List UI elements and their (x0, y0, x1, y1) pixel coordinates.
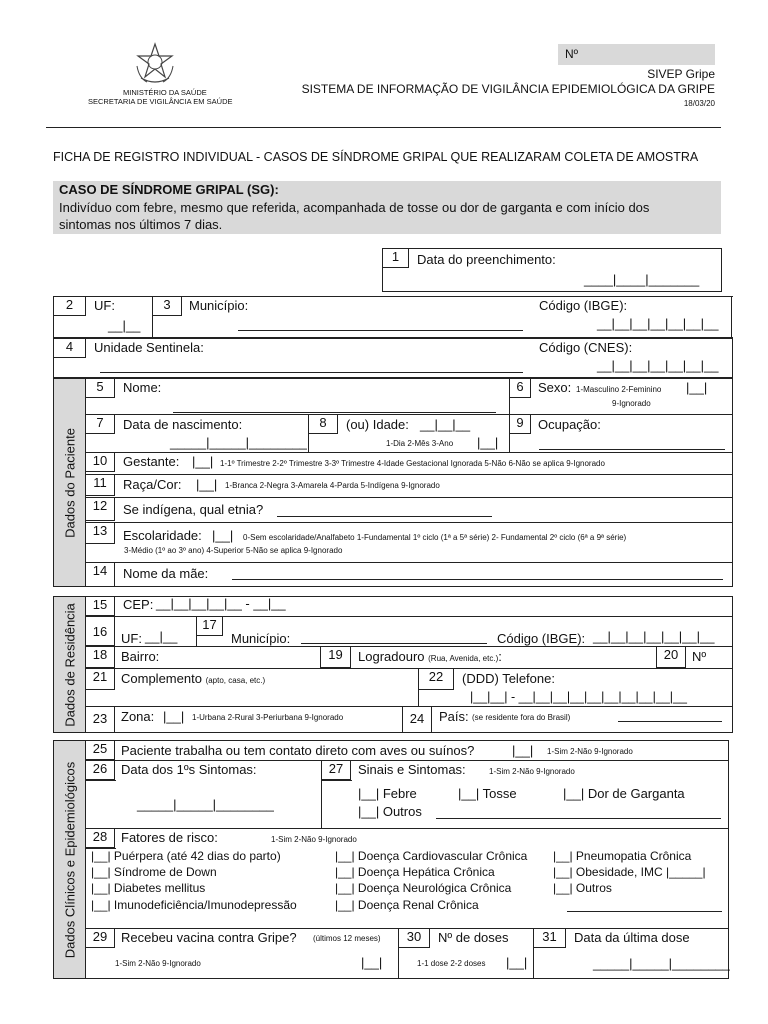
field-2-number: 2 (53, 296, 86, 316)
risk-diabetes[interactable]: |__| Diabetes mellitus (91, 881, 206, 895)
field-4-number: 4 (53, 338, 86, 358)
field-27-number: 27 (321, 760, 351, 780)
field-1-label: Data do preenchimento: (417, 252, 556, 267)
field-14-label: Nome da mãe: (123, 566, 209, 581)
field-6-label: Sexo: (538, 380, 572, 395)
ministry-line2: SECRETARIA DE VIGILÂNCIA EM SAÚDE (88, 97, 233, 106)
field-3-label: Município: (189, 298, 249, 313)
field-31-label: Data da última dose (574, 930, 690, 945)
field-14-input[interactable] (232, 579, 723, 580)
field-29-options: 1-Sim 2-Não 9-Ignorado (115, 959, 201, 968)
risk-cardiovascular[interactable]: |__| Doença Cardiovascular Crônica (335, 849, 528, 863)
field-13-options: 0-Sem escolaridade/Analfabeto 1-Fundamental 1º ciclo (1ª a 5ª série) 2- Fundamental 2º ciclo (6ª a 9ª série) (243, 533, 627, 542)
form-date: 18/03/20 (683, 99, 715, 108)
field-17-code-mask[interactable]: __|__|__|__|__|__|__ (593, 629, 715, 644)
field-1-number: 1 (382, 248, 409, 268)
field-8-options: 1-Dia 2-Mês 3-Ano (386, 439, 454, 448)
field-6-options2: 9-Ignorado (612, 399, 651, 408)
field-11-box[interactable]: |__| (196, 477, 218, 492)
case-title: CASO DE SÍNDROME GRIPAL (SG): (59, 182, 279, 197)
field-24-input[interactable] (618, 721, 722, 722)
field-2-mask[interactable]: __|__ (108, 318, 141, 333)
field-6-options: 1-Masculino 2-Feminino (576, 385, 662, 394)
field-26-number: 26 (85, 760, 115, 780)
field-11-options: 1-Branca 2-Negra 3-Amarela 4-Parda 5-Indígena 9-Ignorado (225, 481, 440, 490)
field-18-label: Bairro: (121, 649, 160, 664)
field-7-mask[interactable]: _____|_____|________ (170, 435, 307, 450)
field-3-number: 3 (152, 296, 182, 316)
risk-puerpera[interactable]: |__| Puérpera (até 42 dias do parto) (91, 849, 281, 863)
field-3-code-label: Código (IBGE): (539, 298, 628, 313)
field-7-number: 7 (85, 414, 115, 434)
field-15-number: 15 (85, 596, 115, 616)
section-residence: Dados de Residência (53, 596, 86, 733)
risk-other-input[interactable] (567, 911, 722, 912)
risk-immunodeficiency[interactable]: |__| Imunodeficiência/Imunodepressão (91, 898, 297, 912)
symptom-cough[interactable]: |__| Tosse (458, 786, 517, 801)
field-20-number: 20 (656, 646, 686, 668)
field-12-number: 12 (85, 497, 115, 521)
field-6-number: 6 (509, 378, 531, 398)
field-9-input[interactable] (539, 449, 725, 450)
field-19-number: 19 (320, 646, 351, 668)
field-26-mask[interactable]: _____|_____|________ (137, 797, 274, 812)
field-6-box[interactable]: |__| (686, 380, 708, 395)
field-17-input[interactable] (301, 643, 487, 644)
field-17-label: Município: (231, 631, 291, 646)
field-24-number: 24 (402, 706, 432, 733)
field-1-mask: ____|____|_______ (584, 272, 700, 287)
section-patient: Dados do Paciente (53, 378, 86, 587)
field-10-options: 1-1º Trimestre 2-2º Trimestre 3-3º Trimestre 4-Idade Gestacional Ignorada 5-Não 6-Não se aplica 9-Ignorado (220, 459, 605, 468)
field-22-mask[interactable]: |__|__| - __|__|__|__|__|__|__|__|__|__ (470, 690, 687, 704)
field-13-options2: 3-Médio (1º ao 3º ano) 4-Superior 5-Não se aplica 9-Ignorado (124, 546, 343, 555)
field-25-box[interactable]: |__| (512, 743, 534, 758)
field-2-label: UF: (94, 298, 115, 313)
field-12-input[interactable] (277, 516, 492, 517)
field-21-label (121, 672, 265, 686)
ministry-line1: MINISTÉRIO DA SAÚDE (123, 88, 207, 97)
case-line2: sintomas nos últimos 7 dias. (59, 217, 223, 232)
field-10-box[interactable]: |__| (192, 454, 214, 469)
field-24-hint: (se residente fora do Brasil) (472, 713, 571, 722)
field-24-label: País: (439, 709, 469, 724)
field-31-mask[interactable]: _____|_____|________ (593, 956, 730, 971)
field-7-label: Data de nascimento: (123, 417, 243, 432)
field-29-box[interactable]: |__| (361, 955, 383, 970)
field-28-options: 1-Sim 2-Não 9-Ignorado (271, 835, 357, 844)
field-21-hint: (apto, casa, etc.) (205, 676, 266, 685)
field-28-label: Fatores de risco: (121, 830, 218, 845)
field-8-box[interactable]: |__| (477, 435, 499, 450)
field-5-number: 5 (85, 378, 115, 398)
risk-neurologic[interactable]: |__| Doença Neurológica Crônica (335, 881, 512, 895)
field-16-mask[interactable]: __|__ (145, 629, 178, 644)
field-4-label: Unidade Sentinela: (94, 340, 204, 355)
field-27-options: 1-Sim 2-Não 9-Ignorado (489, 767, 575, 776)
field-30-box[interactable]: |__| (506, 955, 528, 970)
field-23-box[interactable]: |__| (163, 709, 185, 724)
field-23-label: Zona: (121, 709, 155, 724)
field-13-number: 13 (85, 522, 115, 544)
field-10-label: Gestante: (123, 454, 180, 469)
field-9-label: Ocupação: (538, 417, 601, 432)
field-16-label: UF: (121, 631, 142, 646)
field-11-number: 11 (85, 474, 115, 496)
section-clinical: Dados Clínicos e Epidemiológicos (53, 740, 86, 979)
field-29-label: Recebeu vacina contra Gripe? (121, 930, 297, 945)
field-18-number: 18 (85, 646, 115, 668)
field-15-mask[interactable]: __|__|__|__|__ - __|__ (156, 596, 286, 611)
number-label: Nº (565, 47, 579, 61)
field-22-label: (DDD) Telefone: (462, 671, 555, 686)
field-25-options: 1-Sim 2-Não 9-Ignorado (547, 747, 633, 756)
field-17-number: 17 (196, 616, 223, 636)
field-5-input[interactable] (173, 412, 496, 413)
field-20-label: Nº (692, 649, 707, 664)
field-16-number: 16 (85, 616, 115, 646)
field-4-code-label: Código (CNES): (539, 340, 633, 355)
field-13-box[interactable]: |__| (212, 528, 234, 543)
field-28-number: 28 (85, 828, 115, 848)
risk-down-syndrome[interactable]: |__| Síndrome de Down (91, 865, 217, 879)
field-19-suffix: : (498, 649, 502, 664)
system-name: SIVEP Gripe (647, 67, 715, 81)
field-3-code-mask[interactable]: __|__|__|__|__|__|__ (597, 316, 719, 331)
system-full-name: SISTEMA DE INFORMAÇÃO DE VIGILÂNCIA EPIDEMIOLÓGICA DA GRIPE (301, 82, 715, 96)
field-31-number: 31 (533, 928, 566, 948)
risk-obesity[interactable]: |__| Obesidade, IMC |_____| (553, 865, 706, 879)
field-25-label: Paciente trabalha ou tem contato direto com aves ou suínos? (121, 743, 475, 758)
field-22-number: 22 (418, 668, 454, 690)
field-29-hint: (últimos 12 meses) (313, 934, 381, 943)
symptom-sore-throat[interactable]: |__| Dor de Garganta (563, 786, 685, 801)
field-21-number: 21 (85, 668, 115, 690)
field-13-label: Escolaridade: (123, 528, 202, 543)
field-30-number: 30 (398, 928, 430, 948)
risk-renal[interactable]: |__| Doença Renal Crônica (335, 898, 479, 912)
symptom-other-input[interactable] (436, 818, 721, 819)
form-title: FICHA DE REGISTRO INDIVIDUAL - CASOS DE SÍNDROME GRIPAL QUE REALIZARAM COLETA DE AMOSTRA (53, 150, 699, 164)
field-29-number: 29 (85, 928, 115, 948)
field-21-label-text: Complemento (121, 671, 202, 686)
field-26-label: Data dos 1ºs Sintomas: (121, 762, 257, 777)
field-15-label: CEP: (123, 597, 154, 612)
field-17-code-label: Código (IBGE): (497, 631, 586, 646)
field-3-input[interactable] (238, 330, 523, 331)
coat-of-arms-icon (133, 42, 177, 86)
field-14-number: 14 (85, 562, 115, 587)
header-divider (46, 127, 721, 128)
symptom-fever[interactable]: |__| Febre (358, 786, 417, 801)
field-23-options: 1-Urbana 2-Rural 3-Periurbana 9-Ignorado (192, 713, 344, 722)
field-8-number: 8 (308, 414, 338, 434)
field-25-number: 25 (85, 740, 115, 760)
field-19-label-text: Logradouro (358, 649, 425, 664)
risk-other[interactable]: |__| Outros (553, 881, 612, 895)
field-12-label: Se indígena, qual etnia? (123, 502, 264, 517)
field-9-number: 9 (509, 414, 531, 434)
field-30-options: 1-1 dose 2-2 doses (417, 959, 486, 968)
field-8-label: (ou) Idade: (346, 417, 409, 432)
field-30-label: Nº de doses (438, 930, 509, 945)
field-27-label: Sinais e Sintomas: (358, 762, 466, 777)
field-23-number: 23 (85, 706, 115, 733)
field-10-number: 10 (85, 452, 115, 472)
field-4-code-mask[interactable]: __|__|__|__|__|__|__ (597, 358, 719, 373)
field-11-label: Raça/Cor: (123, 477, 182, 492)
field-19-hint: (Rua, Avenida, etc.) (428, 654, 499, 663)
symptom-other[interactable]: |__| Outros (358, 804, 422, 819)
field-19-label (358, 650, 502, 664)
case-line1: Indivíduo com febre, mesmo que referida, acompanhada de tosse ou dor de garganta e com início dos (59, 200, 650, 215)
number-field[interactable] (558, 44, 715, 65)
risk-hepatic[interactable]: |__| Doença Hepática Crônica (335, 865, 495, 879)
risk-pneumopathy[interactable]: |__| Pneumopatia Crônica (553, 849, 692, 863)
field-4-input[interactable] (100, 372, 523, 373)
field-5-label: Nome: (123, 380, 162, 395)
field-8-mask[interactable]: __|__|__ (420, 417, 471, 432)
